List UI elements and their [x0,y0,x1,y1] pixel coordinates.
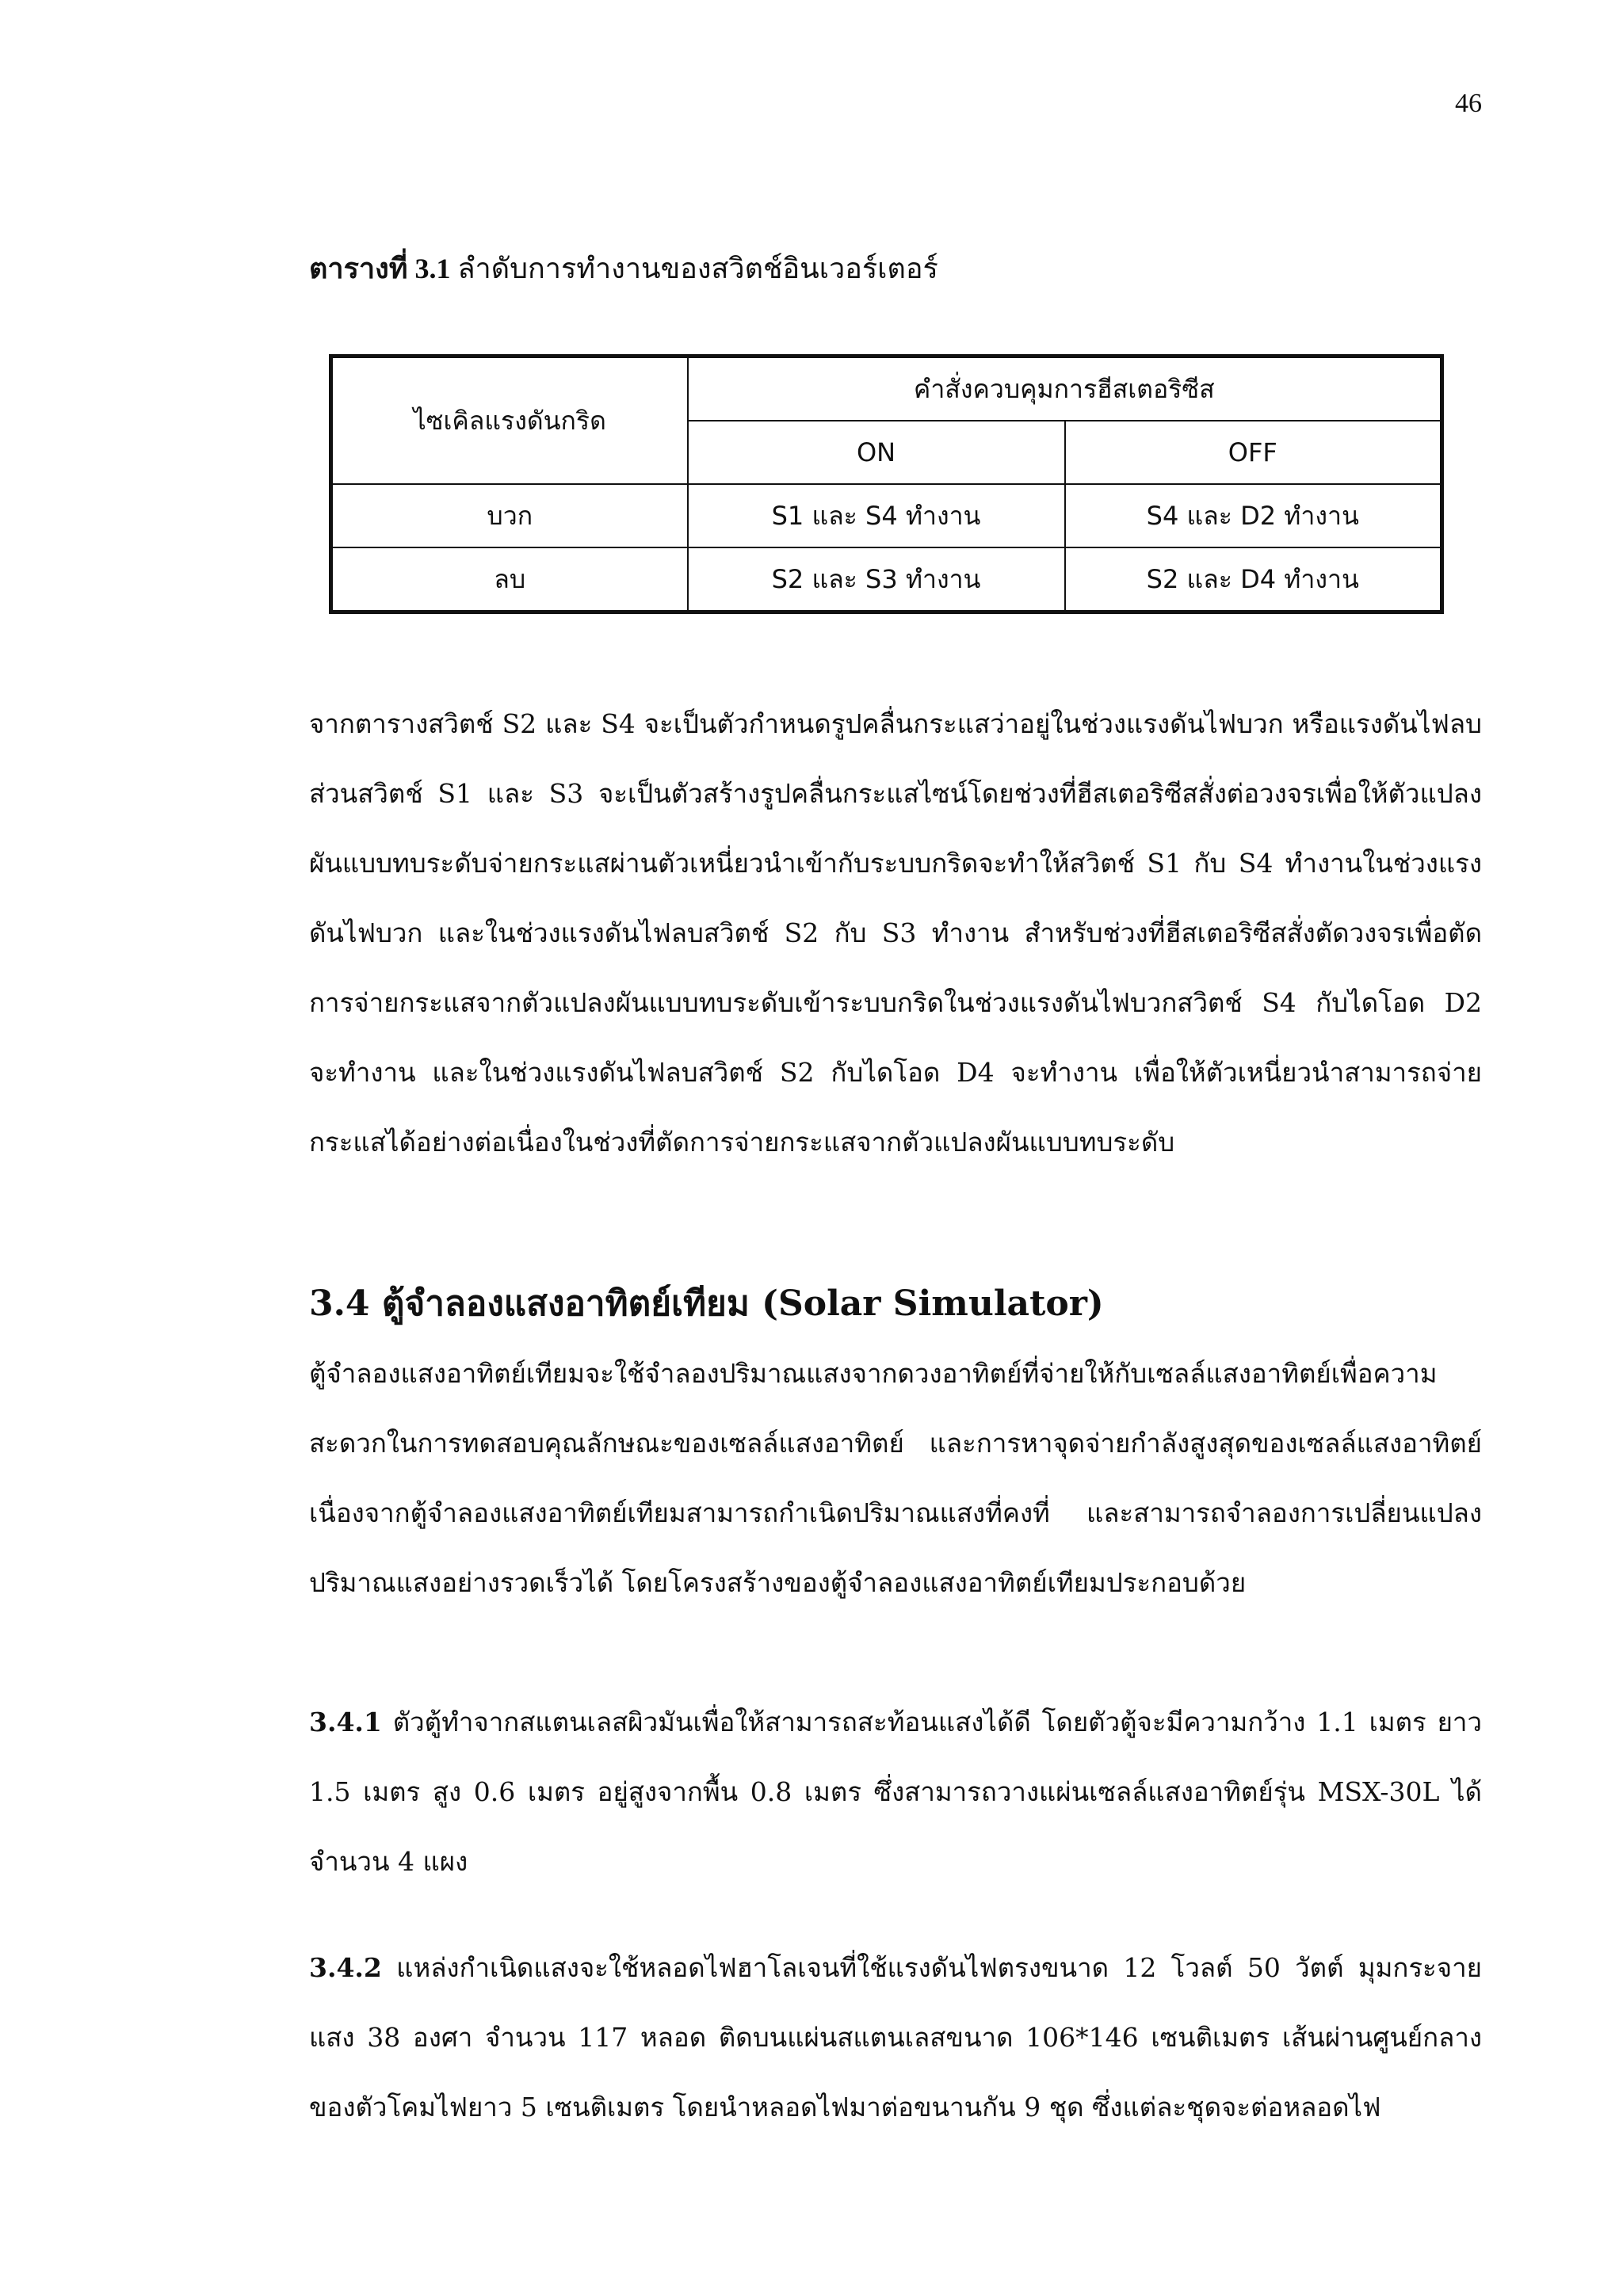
table-header-row [331,357,1442,421]
table-caption-label: ตารางที่ 3.1 [309,253,451,284]
cell-on: S2 และ S3 ทำงาน [688,547,1065,612]
item-3-4-1-number: 3.4.1 [309,1707,382,1737]
item-3-4-2 [309,1933,1482,2142]
page-number: 46 [1455,89,1482,118]
cell-cycle: บวก [331,484,688,547]
item-3-4-1 [309,1688,1482,1897]
table-row [331,484,1442,547]
header-grid-cycle: ไซเคิลแรงดันกริด [331,357,688,485]
table-caption-text: ลำดับการทำงานของสวิตช์อินเวอร์เตอร์ [450,253,938,284]
table-row [331,547,1442,612]
switch-sequence-table [329,354,1444,614]
cell-on: S1 และ S4 ทำงาน [688,484,1065,547]
paragraph-solar-simulator: ตู้จำลองแสงอาทิตย์เทียมจะใช้จำลองปริมาณแสงจากดวงอาทิตย์ที่จ่ายให้กับเซลล์แสงอาทิตย์เพื่อความสะดวกในการทดสอบคุณลักษณะของเซลล์แสงอาทิตย์ และการหาจุดจ่ายกำลังสูงสุดของเซลล์แสงอาทิตย์ เนื่องจากตู้จำลองแสงอาทิตย์เทียมสามารถกำเนิดปริมาณแสงที่คงที่ และสามารถจำลองการเปลี่ยนแปลงปริมาณแสงอย่างรวดเร็วได้ โดยโครงสร้างของตู้จำลองแสงอาทิตย์เทียมประกอบด้วย [309,1358,1482,1598]
paragraph-switch-description: จากตารางสวิตช์ S2 และ S4 จะเป็นตัวกำหนดรูปคลื่นกระแสว่าอยู่ในช่วงแรงดันไฟบวก หรือแรงดันไฟลบ ส่วนสวิตช์ S1 และ S3 จะเป็นตัวสร้างรูปคลื่นกระแสไซน์โดยช่วงที่ฮีสเตอริซีสสั่งต่อวงจรเพื่อให้ตัวแปลงผันแบบทบระดับจ่ายกระแสผ่านตัวเหนี่ยวนำเข้ากับระบบกริดจะทำให้สวิตช์ S1 กับ S4 ทำงานในช่วงแรงดันไฟบวก และในช่วงแรงดันไฟลบสวิตช์ S2 กับ S3 ทำงาน สำหรับช่วงที่ฮีสเตอริซีสสั่งตัดวงจรเพื่อตัดการจ่ายกระแสจากตัวแปลงผันแบบทบระดับเข้าระบบกริดในช่วงแรงดันไฟบวกสวิตช์ S4 กับไดโอด D2 จะทำงาน และในช่วงแรงดันไฟลบสวิตช์ S2 กับไดโอด D4 จะทำงาน เพื่อให้ตัวเหนี่ยวนำสามารถจ่ายกระแสได้อย่างต่อเนื่องในช่วงที่ตัดการจ่ายกระแสจากตัวแปลงผันแบบทบระดับ [309,708,1482,1158]
cell-cycle: ลบ [331,547,688,612]
cell-off: S2 และ D4 ทำงาน [1065,547,1442,612]
cell-off: S4 และ D2 ทำงาน [1065,484,1442,547]
item-3-4-1-text: ตัวตู้ทำจากสแตนเลสผิวมันเพื่อให้สามารถสะท้อนแสงได้ดี โดยตัวตู้จะมีความกว้าง 1.1 เมตร ยาว 1.5 เมตร สูง 0.6 เมตร อยู่สูงจากพื้น 0.8 เมตร ซึ่งสามารถวางแผ่นเซลล์แสงอาทิตย์รุ่น MSX-30L ได้จำนวน 4 แผง [309,1707,1482,1877]
section-heading: 3.4 ตู้จำลองแสงอาทิตย์เทียม (Solar Simulator) [309,1283,1104,1324]
header-on: ON [688,421,1065,484]
header-off: OFF [1065,421,1442,484]
table-caption [309,246,938,291]
item-3-4-2-text: แหล่งกำเนิดแสงจะใช้หลอดไฟฮาโลเจนที่ใช้แรงดันไฟตรงขนาด 12 โวลต์ 50 วัตต์ มุมกระจายแสง 38 องศา จำนวน 117 หลอด ติดบนแผ่นสแตนเลสขนาด 106*146 เซนติเมตร เส้นผ่านศูนย์กลางของตัวโคมไฟยาว 5 เซนติเมตร โดยนำหลอดไฟมาต่อขนานกัน 9 ชุด ซึ่งแต่ละชุดจะต่อหลอดไฟ [309,1952,1482,2122]
header-hysteresis-command: คำสั่งควบคุมการฮีสเตอริซีส [688,357,1442,421]
item-3-4-2-number: 3.4.2 [309,1952,382,1983]
